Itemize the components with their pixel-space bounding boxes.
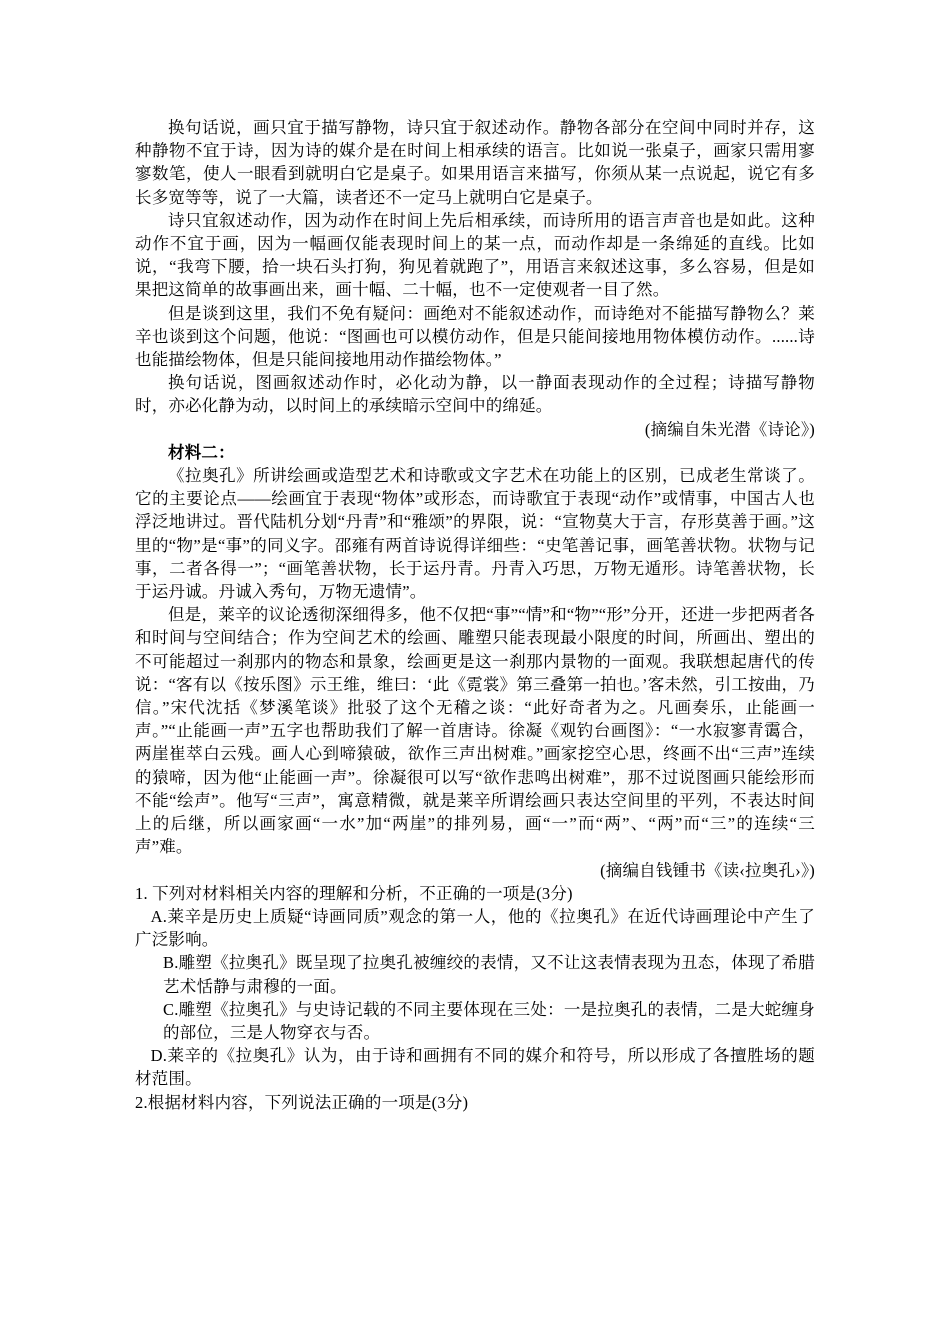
question-1-option-b: B.雕塑《拉奥孔》既呈现了拉奥孔被缠绞的表情，又不让这表情表现为丑态，体现了希腊艺术恬静与肃穆的一面。 (163, 953, 815, 996)
question-1-option-a: A.莱辛是历史上质疑“诗画同质”观念的第一人，他的《拉奥孔》在近代诗画理论中产生了广泛影响。 (135, 906, 815, 950)
material1-paragraph-3: 但是谈到这里，我们不免有疑问：画绝对不能叙述动作，而诗绝对不能描写静物么？莱辛也谈到这个问题，他说：“图画也可以模仿动作，但是只能间接地用物体模仿动作。......诗也能描绘物体，但是只能间接地用动作描绘物体。” (135, 303, 815, 370)
material2-source-attribution: (摘编自钱锺书《读‹拉奥孔›》) (600, 860, 815, 880)
material1-paragraph-1: 换句话说，画只宜于描写静物，诗只宜于叙述动作。静物各部分在空间中同时并存，这种静物不宜于诗，因为诗的媒介是在时间上相承续的语言。比如说一张桌子，画家只需用寥寥数笔，使人一眼看到就明白它是桌子。如果用语言来描写，你须从某一点说起，说它有多长多宽等等，说了一大篇，读者还不一定马上就明白它是桌子。 (135, 118, 815, 207)
material2-paragraph-2: 但是，莱辛的议论透彻深细得多，他不仅把“事”“情”和“物”“形”分开，还进一步把两者各和时间与空间结合；作为空间艺术的绘画、雕塑只能表现最小限度的时间，所画出、塑出的不可能超过一刹那内的物态和景象，绘画更是这一刹那内景物的一面观。我联想起唐代的传说：“客有以《按乐图》示王维，维曰：‘此《霓裳》第三叠第一拍也。’客未然，引工按曲，乃信。”宋代沈括《梦溪笔谈》批驳了这个无稽之谈：“此好奇者为之。凡画奏乐，止能画一声。”“止能画一声”五字也帮助我们了解一首唐诗。徐凝《观钓台画图》：“一水寂寥青霭合，两崖崔萃白云残。画人心到啼猿破，欲作三声出树难。”画家挖空心思，终画不出“三声”连续的猿啼，因为他“止能画一声”。徐凝很可以写“欲作悲鸣出树难”，那不过说图画只能绘形而不能“绘声”。他写“三声”，寓意精微，就是莱辛所谓绘画只表达空间里的平列，不表达时间上的后继，所以画家画“一水”加“两崖”的排列易，画“一”而“两”、“两”而“三”的连续“三声”难。 (135, 605, 815, 857)
question-2: 2.根据材料内容，下列说法正确的一项是(3分) (135, 1092, 469, 1112)
material1-paragraph-4: 换句话说，图画叙述动作时，必化动为静，以一静面表现动作的全过程；诗描写静物时，亦必化静为动，以时间上的承续暗示空间中的绵延。 (135, 373, 815, 416)
question-1-option-c: C.雕塑《拉奥孔》与史诗记载的不同主要体现在三处：一是拉奥孔的表情，二是大蛇缠身的部位，三是人物穿衣与否。 (163, 999, 815, 1042)
question-1: 1. 下列对材料相关内容的理解和分析，不正确的一项是(3分) (135, 883, 573, 903)
material1-source-attribution: (摘编自朱光潜《诗论》) (644, 419, 815, 439)
material1-paragraph-2: 诗只宜叙述动作，因为动作在时间上先后相承续，而诗所用的语言声音也是如此。这种动作不宜于画，因为一幅画仅能表现时间上的某一点，而动作却是一条绵延的直线。比如说，“我弯下腰，拾一块石头打狗，狗见着就跑了”，用语言来叙述这事，多么容易，但是如果把这简单的故事画出来，画十幅、二十幅，也不一定使观者一目了然。 (135, 210, 815, 300)
material2-paragraph-1: 《拉奥孔》所讲绘画或造型艺术和诗歌或文字艺术在功能上的区别，已成老生常谈了。它的主要论点——绘画宜于表现“物体”或形态，而诗歌宜于表现“动作”或情事，中国古人也浮泛地讲过。晋代陆机分划“丹青”和“雅颂”的界限，说：“宣物莫大于言，存形莫善于画。”这里的“物”是“事”的同义字。邵雍有两首诗说得详细些：“史笔善记事，画笔善状物。状物与记事，二者各得一”；“画笔善状物，长于运丹青。丹青入巧思，万物无遁形。诗笔善状物，长于运丹诚。丹诚入秀句，万物无遗情”。 (135, 466, 815, 602)
material2-heading: 材料二： (168, 442, 235, 462)
question-1-option-d: D.莱辛的《拉奥孔》认为，由于诗和画拥有不同的媒介和符号，所以形成了各擅胜场的题材范围。 (135, 1046, 815, 1089)
